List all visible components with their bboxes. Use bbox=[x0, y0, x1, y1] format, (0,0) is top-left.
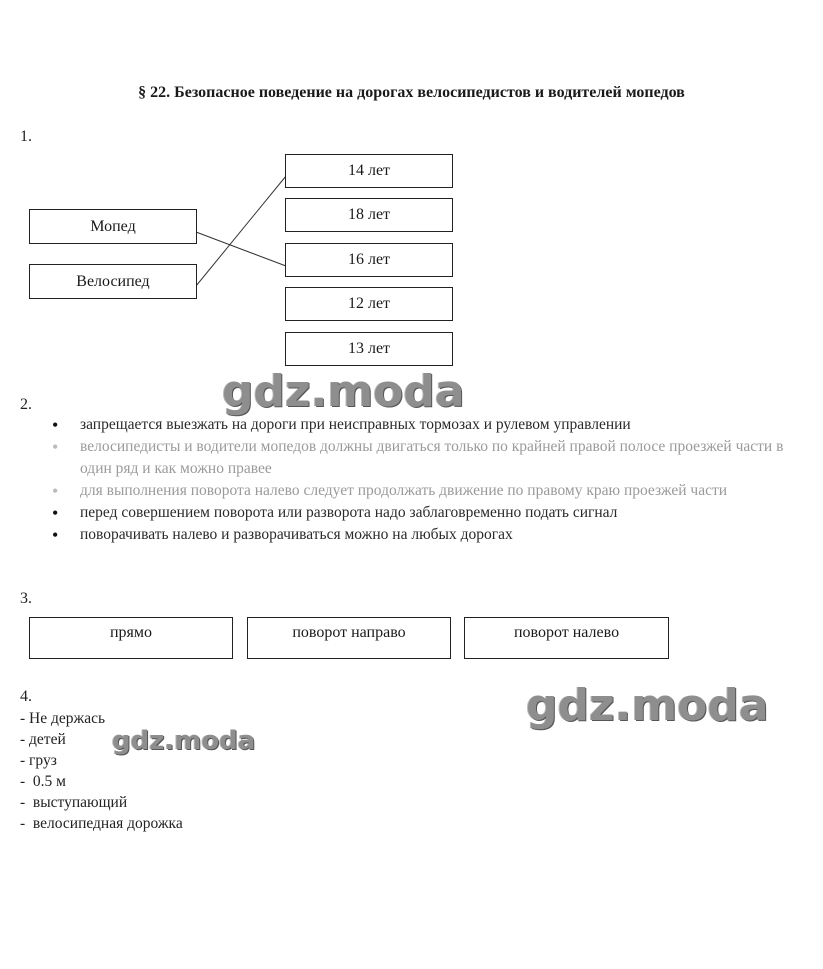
answer-line: - 0.5 м bbox=[20, 773, 66, 790]
right-box-13: 13 лет bbox=[285, 332, 453, 366]
list-item: • перед совершением поворота или разворота надо заблаговременно подать сигнал bbox=[50, 502, 790, 524]
watermark-gdz: gdz.moda bbox=[112, 726, 256, 756]
watermark-gdz: gdz.moda bbox=[526, 680, 769, 731]
connector-moped-16 bbox=[196, 232, 286, 266]
right-box-16: 16 лет bbox=[285, 243, 453, 277]
list-item: • велосипедисты и водители мопедов должны двигаться только по крайней правой полосе проезжей части в один ряд и как можно правее bbox=[50, 436, 790, 480]
right-box-12: 12 лет bbox=[285, 287, 453, 321]
right-box-18: 18 лет bbox=[285, 198, 453, 232]
direction-box-left: поворот налево bbox=[464, 617, 669, 659]
task4-number: 4. bbox=[20, 688, 32, 705]
page-title: § 22. Безопасное поведение на дорогах велосипедистов и водителей мопедов bbox=[138, 84, 685, 101]
left-box-bicycle: Велосипед bbox=[29, 264, 197, 299]
answer-line: - детей bbox=[20, 731, 66, 748]
answer-line: - груз bbox=[20, 752, 57, 769]
connector-bicycle-14 bbox=[196, 176, 286, 286]
answer-line: - велосипедная дорожка bbox=[20, 815, 183, 832]
list-item: • для выполнения поворота налево следует продолжать движение по правому краю проезжей части bbox=[50, 480, 790, 502]
direction-box-right: поворот направо bbox=[247, 617, 451, 659]
task2-list bbox=[50, 414, 790, 546]
direction-box-straight: прямо bbox=[29, 617, 233, 659]
left-box-moped: Мопед bbox=[29, 209, 197, 244]
watermark-gdz: gdz.moda bbox=[222, 366, 465, 417]
task3-number: 3. bbox=[20, 590, 32, 607]
task1-number: 1. bbox=[20, 128, 32, 145]
task2-number: 2. bbox=[20, 396, 32, 413]
answer-line: - Не держась bbox=[20, 710, 106, 727]
list-item: • запрещается выезжать на дороги при неисправных тормозах и рулевом управлении bbox=[50, 414, 790, 436]
list-item: • поворачивать налево и разворачиваться можно на любых дорогах bbox=[50, 524, 790, 546]
answer-line: - выступающий bbox=[20, 794, 128, 811]
right-box-14: 14 лет bbox=[285, 154, 453, 188]
